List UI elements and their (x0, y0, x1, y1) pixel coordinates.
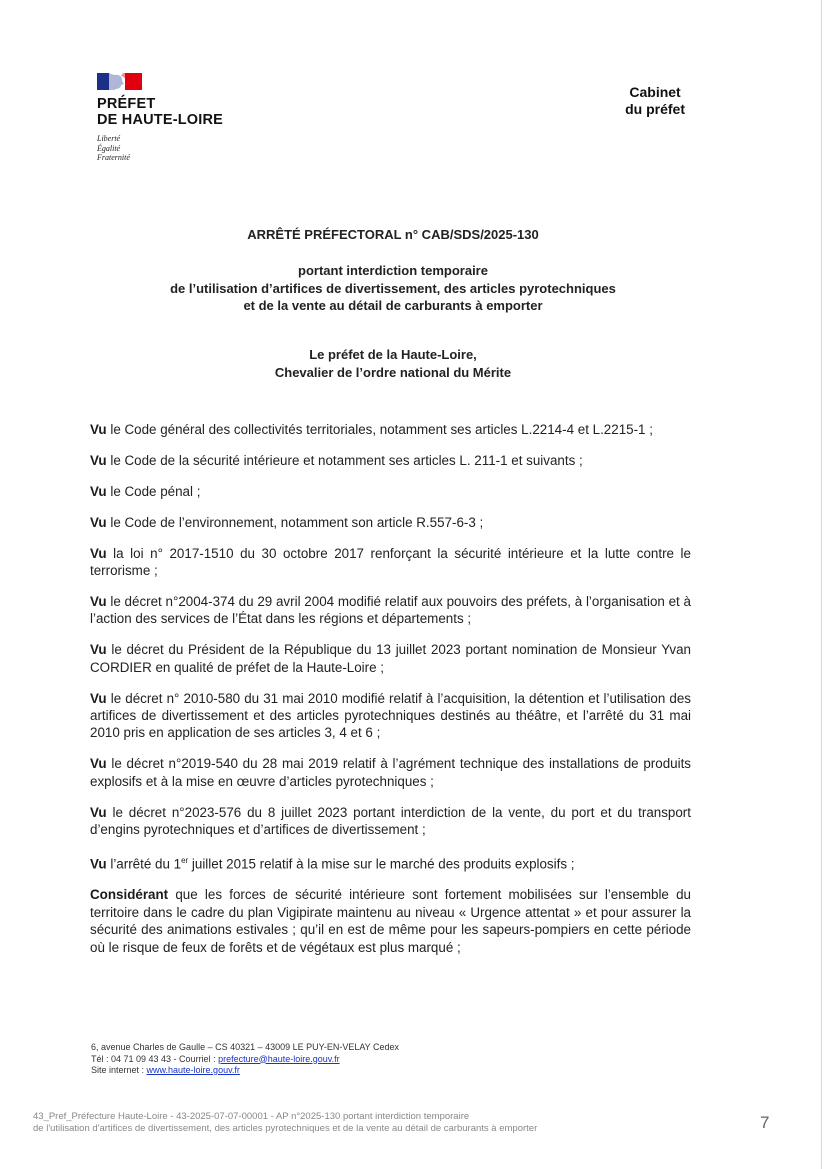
visa-paragraph (90, 755, 691, 790)
paragraph-text: juillet 2015 relatif à la mise sur le marché des produits explosifs ; (188, 856, 575, 872)
paragraph-lead: Vu (90, 593, 107, 609)
authority-line: Le préfet de la Haute-Loire, (309, 347, 477, 362)
department-label: DE HAUTE-LOIRE (97, 112, 224, 128)
visa-paragraph (90, 421, 691, 438)
paragraph-text: le Code général des collectivités territoriales, notamment ses articles L.2214-4 et L.2215-1 ; (106, 422, 653, 437)
visa-paragraph (90, 545, 691, 580)
prefecture-name (97, 96, 247, 128)
tricolor-flag-icon (97, 73, 142, 90)
prefet-label: PRÉFET (97, 96, 156, 112)
paragraph-lead: Vu (90, 690, 107, 706)
visa-paragraph (90, 452, 691, 469)
site-label: Site internet : (91, 1065, 147, 1075)
prefect-authority (90, 346, 696, 381)
paragraph-lead: Vu (90, 642, 107, 658)
paragraph-lead: Vu (90, 483, 107, 499)
paragraph-text: le décret n°2023-576 du 8 juillet 2023 portant interdiction de la vente, du port et du transport d’engins pyrotechniques et d’artifices de divertissement ; (90, 804, 691, 837)
paragraph-text: l’arrêté du 1 (106, 856, 182, 872)
contact-line (91, 1054, 399, 1066)
cabinet-label-2: du préfet (625, 101, 685, 117)
visa-paragraph (90, 804, 691, 839)
page-number: 7 (760, 1113, 770, 1132)
paragraph-lead: Considérant (90, 887, 169, 903)
visa-paragraph (90, 514, 691, 531)
issuing-office (625, 84, 685, 118)
paragraph-text: le Code pénal ; (106, 483, 201, 499)
subject-line: et de la vente au détail de carburants à emporter (243, 298, 543, 313)
subject-line: portant interdiction temporaire (298, 263, 488, 278)
paragraph-text: le décret n°2019-540 du 28 mai 2019 relatif à l’agrément technique des installations de produits explosifs et à la mise en œuvre d’articles pyrotechniques ; (90, 756, 691, 789)
visa-paragraph (90, 690, 691, 742)
postal-address: 6, avenue Charles de Gaulle – CS 40321 – 43009 LE PUY-EN-VELAY Cedex (91, 1042, 400, 1052)
paragraph-text: la loi n° 2017-1510 du 30 octobre 2017 renforçant la sécurité intérieure et la lutte contre le terrorisme ; (90, 545, 691, 579)
prefecture-contact-footer (91, 1042, 399, 1077)
considerant-paragraph (90, 886, 691, 956)
paragraph-lead: Vu (90, 422, 107, 437)
paragraph-lead: Vu (90, 514, 107, 530)
paragraph-text: le décret n° 2010-580 du 31 mai 2010 modifié relatif à l’acquisition, la détention et l’utilisation des artifices de divertissement et des articles pyrotechniques destinés au théâtre, et l’arrêté du 31 mai 2010 pris en application de ses articles 3, 4 et 6 ; (90, 690, 691, 741)
marianne-logo (97, 73, 247, 163)
visa-paragraph (90, 483, 691, 500)
motto-liberte: Liberté (97, 134, 121, 143)
document-body (90, 421, 691, 969)
visa-paragraph (90, 852, 691, 873)
motto-fraternite: Fraternité (97, 153, 130, 162)
visa-paragraph (90, 641, 691, 676)
paragraph-lead: Vu (90, 545, 107, 561)
arrete-number: ARRÊTÉ PRÉFECTORAL n° CAB/SDS/2025-130 (247, 227, 539, 242)
paragraph-lead: Vu (90, 756, 107, 772)
paragraph-text: que les forces de sécurité intérieure sont fortement mobilisées sur l’ensemble du territoire dans le cadre du plan Vigipirate maintenu au niveau « Urgence attentat » et pour assurer la sécurité des animations estivales ; qu’il en est de même pour les sapeurs-pompiers en cette période où le risque de feux de forêts et de végétaux est plus marqué ; (90, 887, 691, 955)
paragraph-text: le décret n°2004-374 du 29 avril 2004 modifié relatif aux pouvoirs des préfets, à l’organisation et à l’action des services de l’État dans les régions et départements ; (90, 593, 691, 627)
tel-label: Tél : 04 71 09 43 43 - Courriel : (91, 1053, 219, 1064)
paragraph-text: le décret du Président de la République du 13 juillet 2023 portant nomination de Monsieur Yvan CORDIER en qualité de préfet de la Haute-Loire ; (90, 642, 691, 675)
website-link[interactable]: www.haute-loire.gouv.fr (146, 1065, 240, 1075)
recueil-stamp (33, 1111, 537, 1134)
authority-line: Chevalier de l’ordre national du Mérite (274, 364, 512, 380)
paragraph-text: le Code de l’environnement, notamment son article R.557-6-3 ; (106, 514, 484, 530)
website-line (91, 1065, 399, 1077)
paragraph-lead: Vu (90, 452, 107, 468)
stamp-line: de l'utilisation d'artifices de divertissement, des articles pyrotechniques et de la vente au détail de carburants à emporter (33, 1122, 538, 1134)
visa-paragraph (90, 593, 691, 628)
page-edge (821, 0, 822, 1169)
email-link[interactable]: prefecture@haute-loire.gouv.fr (218, 1053, 340, 1064)
paragraph-text: le Code de la sécurité intérieure et notamment ses articles L. 211-1 et suivants ; (106, 452, 583, 468)
paragraph-lead: Vu (90, 856, 107, 872)
paragraph-lead: Vu (90, 804, 107, 820)
motto-egalite: Égalité (97, 143, 121, 153)
republic-motto (97, 134, 247, 163)
cabinet-label: Cabinet (629, 84, 681, 100)
arrete-subject (90, 262, 696, 315)
subject-line: de l’utilisation d’artifices de divertissement, des articles pyrotechniques (170, 280, 616, 296)
ordinal-superscript: er (181, 855, 189, 865)
stamp-line: 43_Pref_Préfecture Haute-Loire - 43-2025-07-07-00001 - AP n°2025-130 portant interdiction temporaire (33, 1111, 470, 1122)
